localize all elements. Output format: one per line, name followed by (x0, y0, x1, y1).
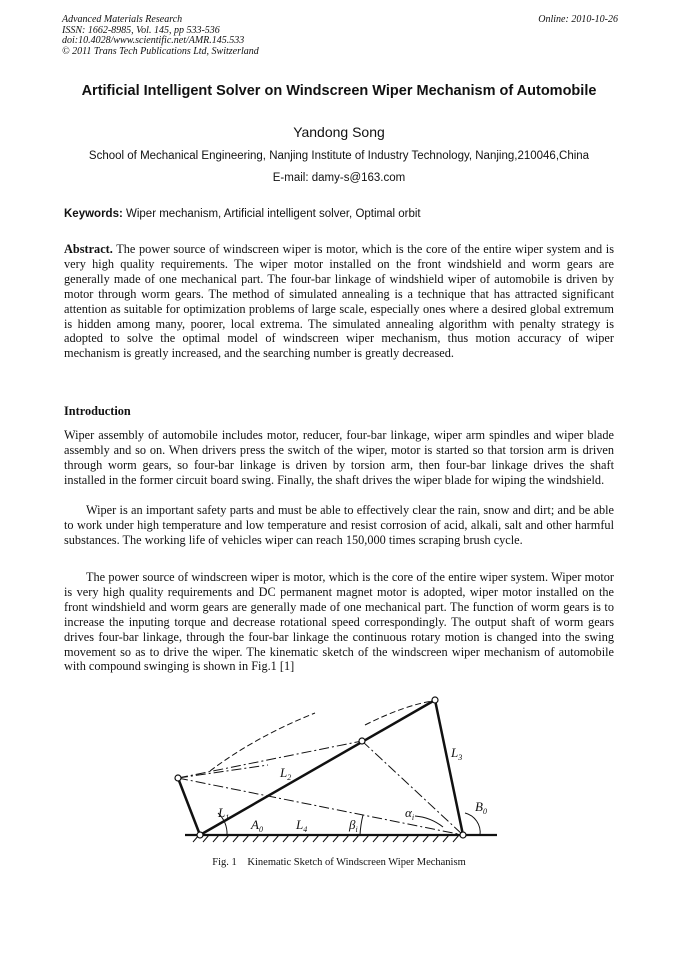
figure-caption-text: Kinematic Sketch of Windscreen Wiper Mechanism (247, 857, 466, 868)
pivot-a0 (197, 832, 203, 838)
crank-dashed (178, 765, 268, 778)
label-beta: $\beta_i$ (349, 817, 358, 834)
intro-paragraph-3: The power source of windscreen wiper is motor, which is the core of the entire wiper system. Wiper motor is very high quality requirements and DC permanent magnet motor is adopted, wiper motor installed on the front windshield and worm gears are generally made of one mechanical part. The function of worm gears is to increase the inputing torque and decrease rotational speed correspondingly. The output shaft of worm gears drives four-bar linkage, through the four-bar linkage the continuous rotary motion is changed into the swing movement so as to drive the wiper. The kinematic sketch of the windscreen wiper mechanism of automobile with compound swinging is shown in Fig.1 [1] (64, 570, 614, 674)
figure-caption (0, 857, 678, 868)
coupler-joint (359, 738, 365, 744)
abstract (64, 242, 614, 361)
introduction-heading: Introduction (64, 404, 131, 418)
keywords (64, 208, 421, 220)
coupler-link-l2 (200, 700, 435, 835)
label-l2: $L_2$ (280, 765, 292, 782)
copyright-line: © 2011 Trans Tech Publications Ltd, Switzerland (62, 45, 259, 57)
rocker-joint (432, 697, 438, 703)
intro-paragraph-2: Wiper is an important safety parts and must be able to effectively clear the rain, snow and dirt; and be able to work under high temperature and low temperature and resist corrosion of acid, alkali, salt and other harmful substances. The working life of vehicles wiper can reach 150,000 times scraping brush cycle. (64, 503, 614, 547)
angle-arc-b0 (465, 813, 480, 835)
intro-paragraph-1: Wiper assembly of automobile includes motor, reducer, four-bar linkage, wiper arm spindles and wiper blade assembly and so on. When drivers press the switch of the wiper, motor is started so that torsion arm is driven through worm gears, so four-bar linkage is driven by torsion arm, then four-bar linkage drives the shaft installed in the former circuit board swing. Finally, the shaft drives the wiper blade for wiping the windshield. (64, 428, 614, 487)
figure-number: Fig. 1 (212, 857, 237, 868)
journal-header (62, 15, 618, 57)
abstract-text: The power source of windscreen wiper is motor, which is the core of the entire wiper system and is very high quality requirements. The wiper motor installed on the front windshield and worm gears are generally made of one mechanical part. The four-bar linkage of windshield wiper of automobile is driven by motor through worm gears. The method of simulated annealing is a technique that has attracted significant attention as suitable for optimization problems of large scale, especially ones where a desired global extremum is hidden among many, poorer, local extrema. The simulated annealing algorithm with penalty strategy is adopted to solve the optimal model of windscreen wiper mechanism, thus motion accuracy of wiper mechanism is greatly increased, and the searching number is greatly decreased. (64, 242, 614, 361)
doi-line: doi:10.4028/www.scientific.net/AMR.145.533 (62, 35, 245, 47)
abstract-label: Abstract. (64, 242, 113, 256)
keywords-label: Keywords: (64, 208, 123, 220)
label-l4: $L_4$ (296, 817, 308, 834)
coupler-dashed-1 (178, 741, 362, 778)
kinematic-sketch-figure (165, 695, 515, 845)
label-l3: $L_3$ (451, 745, 463, 762)
rocker-link-l3 (435, 700, 463, 835)
author-email: E-mail: damy-s@163.com (272, 172, 406, 184)
journal-name: Advanced Materials Research (62, 14, 183, 25)
online-date: Online: 2010-10-26 (538, 14, 618, 25)
label-l1: $L_1$ (218, 805, 230, 822)
pivot-b0 (460, 832, 466, 838)
crank-joint (175, 775, 181, 781)
label-b0: $B_0$ (475, 799, 487, 816)
label-a0: $A_0$ (251, 817, 263, 834)
author-name: Yandong Song (293, 124, 385, 140)
keywords-text: Wiper mechanism, Artificial intelligent solver, Optimal orbit (126, 208, 421, 220)
issn-line: ISSN: 1662-8985, Vol. 145, pp 533-536 (62, 24, 220, 36)
angle-arc-beta (360, 815, 363, 835)
crank-link-l1 (178, 778, 200, 835)
affiliation: School of Mechanical Engineering, Nanjing Institute of Industry Technology, Nanjing,210046,China (88, 150, 590, 162)
angle-arc-alpha (415, 816, 443, 827)
coupler-arc (210, 713, 315, 771)
paper-title: Artificial Intelligent Solver on Windscreen Wiper Mechanism of Automobile (81, 83, 597, 99)
label-alpha: $\alpha_i$ (405, 805, 415, 822)
